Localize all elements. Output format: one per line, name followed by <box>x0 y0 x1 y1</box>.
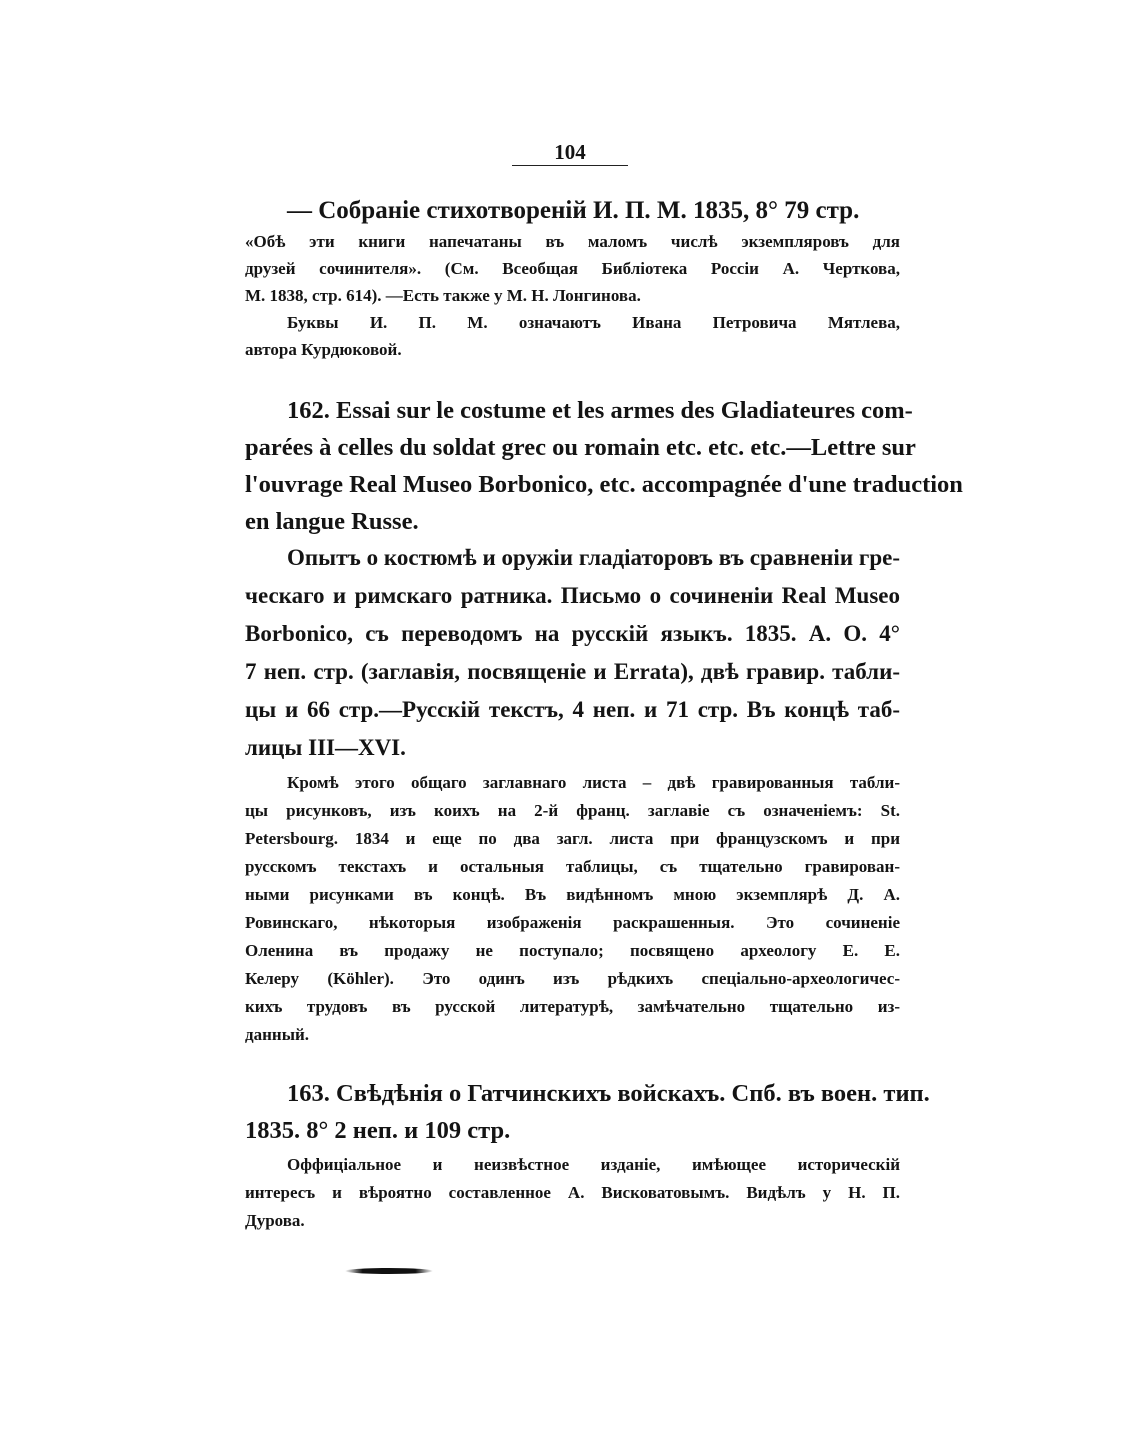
entry-162-french-title: 162. Essai sur le costume et les armes des Gladiateures com- <box>287 397 913 424</box>
entry-162-note-line: Оленина въ продажу не поступало; посвящено археологу Е. Е. <box>245 941 900 960</box>
prev-entry-note-line: М. 1838, стр. 614). —Есть также у М. Н. Лонгинова. <box>245 286 641 305</box>
entry-162-note-line: Кромѣ этого общаго заглавнаго листа – двѣ гравированныя табли- <box>287 773 900 792</box>
entry-162-russian-description: Опытъ о костюмѣ и оружіи гладіаторовъ въ сравненіи гре- <box>287 545 900 570</box>
entry-162-french-title: en langue Russe. <box>245 508 419 535</box>
end-ornament <box>345 1268 433 1274</box>
prev-entry-title: — Собраніе стихотвореній И. П. М. 1835, 8° 79 стр. <box>287 197 860 224</box>
entry-162-russian-description: цы и 66 стр.—Русскій текстъ, 4 неп. и 71 стр. Въ концѣ таб- <box>245 697 900 722</box>
prev-entry-note-line: друзей сочинителя». (См. Всеобщая Библіотека Россіи А. Черткова, <box>245 259 900 278</box>
entry-162-note-line: данный. <box>245 1025 310 1044</box>
entry-162-note-line: Petersbourg. 1834 и еще по два загл. листа при французскомъ и при <box>245 829 900 848</box>
entry-162-french-title: l'ouvrage Real Museo Borbonico, etc. accompagnée d'une traduction <box>245 471 963 498</box>
entry-163-note-line: Дурова. <box>245 1211 305 1230</box>
entry-162-note-line: цы рисунковъ, изъ коихъ на 2-й франц. заглавіе съ означеніемъ: St. <box>245 801 900 820</box>
prev-entry-note-line: «Обѣ эти книги напечатаны въ маломъ числѣ экземпляровъ для <box>245 232 900 251</box>
entry-162-note-line: кихъ трудовъ въ русской литературѣ, замѣчательно тщательно из- <box>245 997 900 1016</box>
header-rule <box>512 165 628 166</box>
entry-162-russian-description: Borbonico, съ переводомъ на русскій языкъ. 1835. А. О. 4° <box>245 621 900 646</box>
page-number: 104 <box>554 140 586 164</box>
entry-162-note-line: Ровинскаго, нѣкоторыя изображенія раскрашенныя. Это сочиненіе <box>245 913 900 932</box>
entry-162-note-line: Келеру (Köhler). Это одинъ изъ рѣдкихъ спеціально-археологичес- <box>245 969 900 988</box>
entry-163-note-line: интересъ и вѣроятно составленное А. Висковатовымъ. Видѣлъ у Н. П. <box>245 1183 900 1202</box>
entry-162-russian-description: ческаго и римскаго ратника. Письмо о сочиненіи Real Museo <box>245 583 900 608</box>
entry-163-title: 163. Свѣдѣнія о Гатчинскихъ войскахъ. Спб. въ воен. тип. <box>287 1080 930 1107</box>
entry-162-note-line: ными рисунками въ концѣ. Въ видѣнномъ мною экземплярѣ Д. А. <box>245 885 900 904</box>
entry-162-russian-description: 7 неп. стр. (заглавія, посвященіе и Errata), двѣ гравир. табли- <box>245 659 900 684</box>
prev-entry-attribution: автора Курдюковой. <box>245 340 402 359</box>
entry-162-note-line: русскомъ текстахъ и остальныя таблицы, съ тщательно гравирован- <box>245 857 900 876</box>
entry-163-title: 1835. 8° 2 неп. и 109 стр. <box>245 1117 511 1144</box>
entry-162-french-title: parées à celles du soldat grec ou romain etc. etc. etc.—Lettre sur <box>245 434 916 461</box>
prev-entry-attribution: Буквы И. П. М. означаютъ Ивана Петровича Мятлева, <box>287 313 900 332</box>
entry-162-russian-description: лицы III—XVI. <box>245 735 406 760</box>
entry-163-note-line: Оффиціальное и неизвѣстное изданіе, имѣющее историческій <box>287 1155 900 1174</box>
